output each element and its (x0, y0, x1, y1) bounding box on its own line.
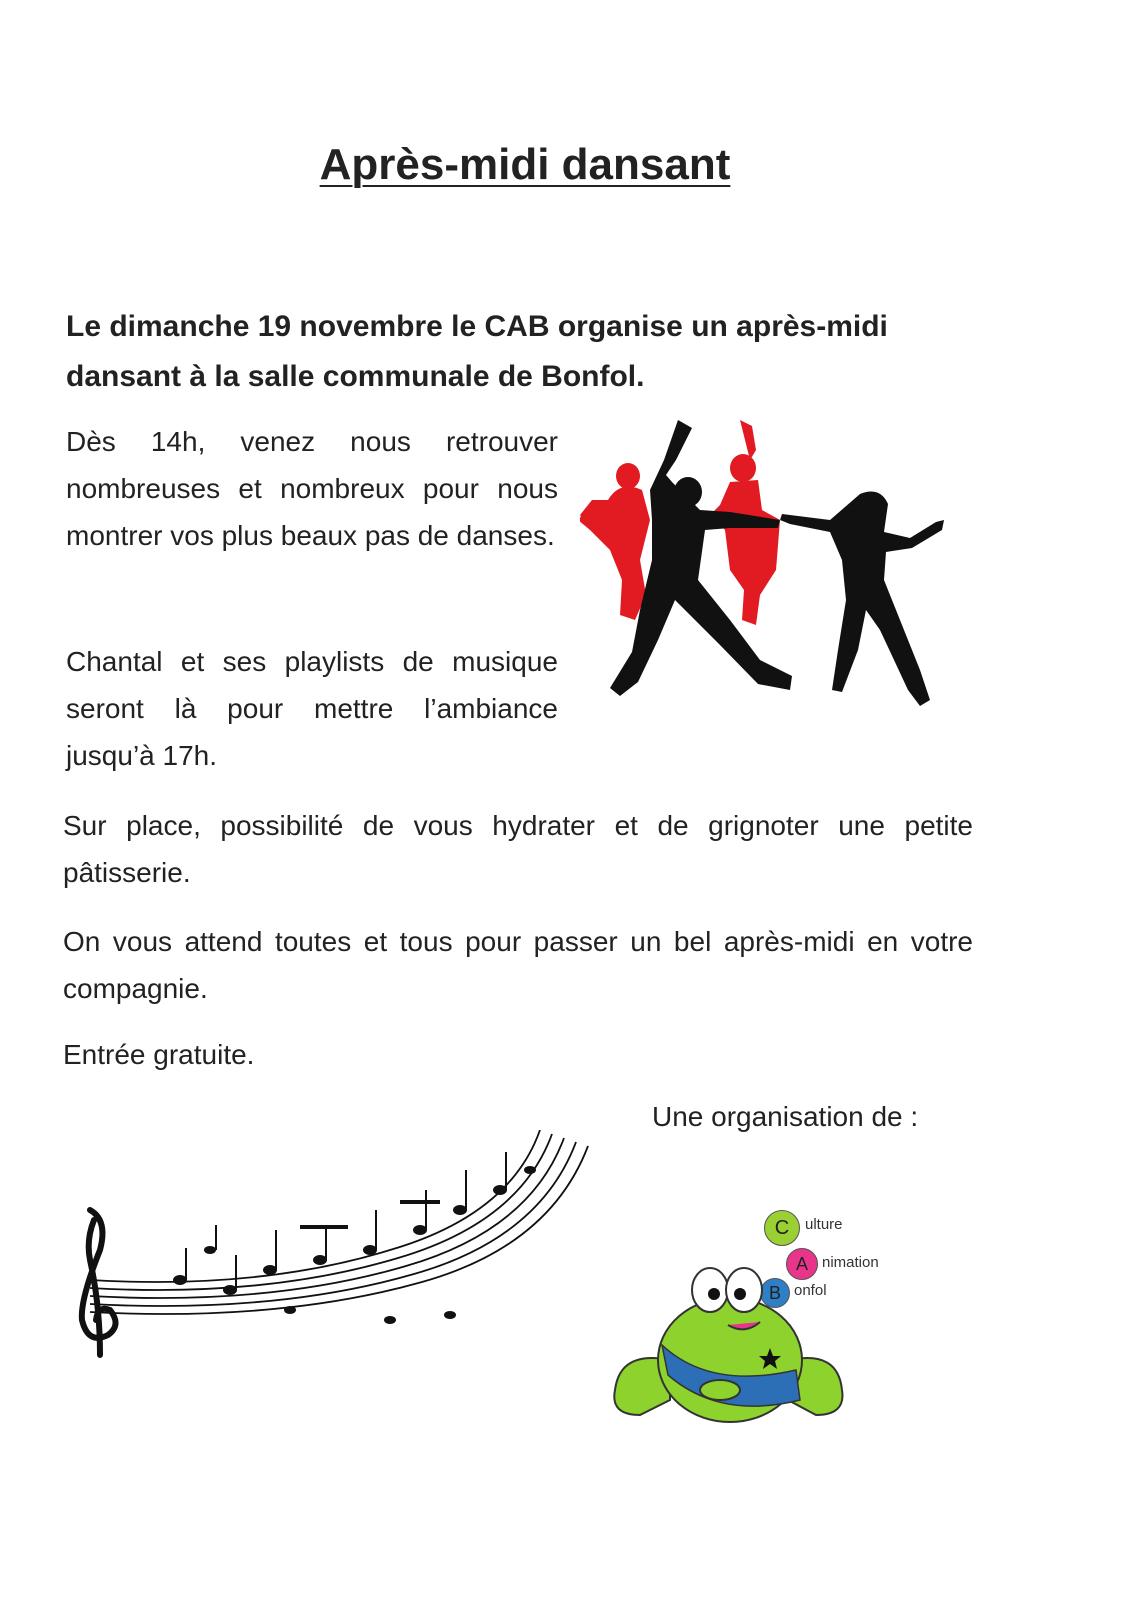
paragraph-music: Chantal et ses playlists de musique seront là pour mettre l’ambiance jusqu’à 17h. (66, 646, 558, 771)
logo-word-culture: ulture (805, 1216, 843, 1233)
music-notes-staff-icon (60, 1130, 605, 1360)
paragraph-refreshments: Sur place, possibilité de vous hydrater et de grignoter une petite pâtisserie. (63, 810, 973, 888)
paragraph-free-entry: Entrée gratuite. (63, 1039, 255, 1070)
logo-letter-c: C (764, 1210, 800, 1246)
organisation-label: Une organisation de : (652, 1101, 919, 1132)
logo-word-animation: nimation (822, 1254, 879, 1271)
cab-logo (610, 1210, 940, 1430)
paragraph-start-time: Dès 14h, venez nous retrouver nombreuses et nombreux pour nous montrer vos plus beaux pas de danses. (66, 426, 558, 551)
page-title: Après-midi dansant (319, 140, 731, 189)
logo-letter-b: B (760, 1278, 790, 1308)
frog-mascot-icon (610, 1250, 850, 1430)
logo-word-bonfol: onfol (794, 1282, 827, 1299)
logo-letter-a: A (786, 1248, 818, 1280)
paragraph-invitation: On vous attend toutes et tous pour passer un bel après-midi en votre compagnie. (63, 926, 973, 1004)
dancers-silhouette-icon (580, 420, 980, 730)
intro-text: Le dimanche 19 novembre le CAB organise un après-midi dansant à la salle communale de Bonfol. (66, 310, 888, 393)
